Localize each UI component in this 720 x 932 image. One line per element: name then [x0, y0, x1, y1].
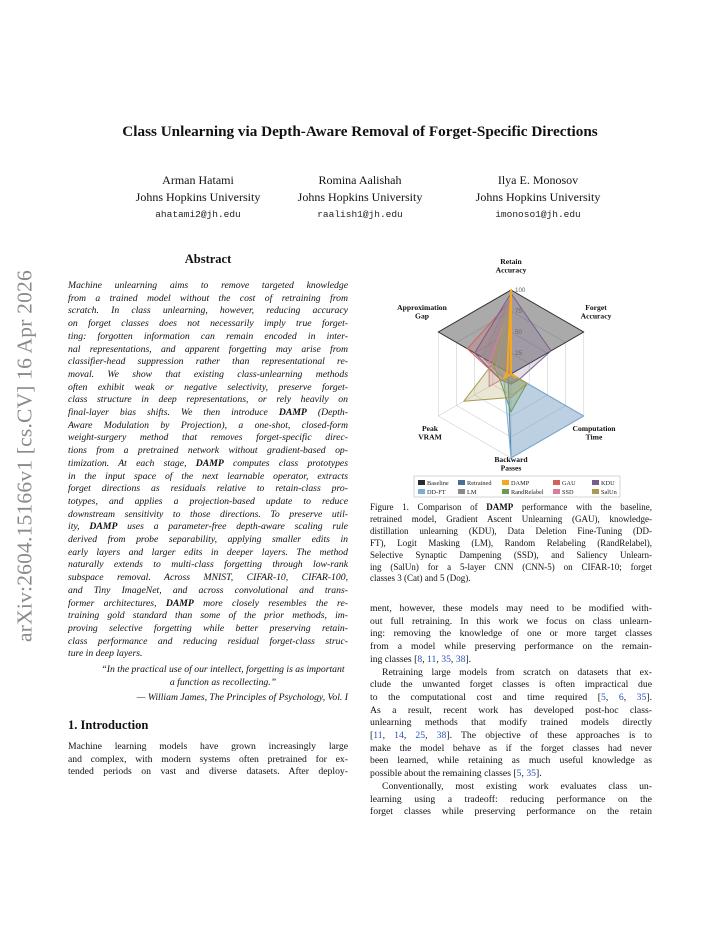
legend-swatch: [592, 480, 599, 485]
radar-axis-label: Forget: [585, 303, 607, 312]
author-3: [438, 172, 638, 223]
text-line: class performance and reducing residual forget-class struc-: [68, 635, 348, 647]
text-line: weight-surgery method that removes forget-specific direc-: [68, 432, 348, 444]
text-line: early layers and larger edits in deeper layers. The method: [68, 546, 348, 558]
legend-label: Retrained: [467, 480, 492, 487]
text-line: naturally extends to multi-class forgetting through low-rank: [68, 559, 348, 571]
author-affiliation: Johns Hopkins University: [475, 190, 601, 204]
radar-chart-svg: [370, 256, 652, 500]
radar-axis-label: Accuracy: [580, 311, 612, 321]
text-line: out full retraining. In this work we focus on class unlearn-: [370, 615, 652, 627]
legend-swatch: [502, 489, 509, 494]
text-line: learning using a tradeoff: reducing performance on the: [370, 793, 652, 805]
radar-chart: [370, 256, 652, 500]
text-line: tions from a pretrained network without gradient-based op-: [68, 445, 348, 457]
author-name: Arman Hatami: [162, 173, 234, 187]
text-line: clude the unwanted forget classes is often impractical due: [370, 679, 652, 691]
text-line: often exhibit weak or negative selectivity, preserve forget-: [68, 381, 348, 393]
legend-label: SalUn: [601, 489, 617, 496]
author-affiliation: Johns Hopkins University: [135, 190, 261, 204]
text-line: timization. At each stage, DAMP computes class prototypes: [68, 457, 348, 469]
legend-label: DD-FT: [427, 489, 446, 496]
text-line: Figure 1. Comparison of DAMP performance with the baseline,: [370, 502, 653, 512]
text-line: [11, 14, 25, 38]. The objective of these approaches is to: [370, 730, 653, 742]
legend-swatch: [553, 480, 560, 485]
radar-axis-label: Gap: [415, 311, 429, 321]
text-line: ment, however, these models may need to be modified with-: [370, 603, 652, 614]
text-line: unlearning methods that modify trained models directly: [370, 717, 652, 729]
text-line: scratch. In class unlearning, however, reducing accuracy: [68, 305, 348, 317]
radar-axis-label: Approximation: [397, 303, 447, 312]
radar-axis-label: Accuracy: [495, 265, 527, 275]
text-line: classifier-head suppression rather than representational re-: [68, 356, 348, 368]
radar-axis-label: Peak: [421, 424, 439, 433]
author-name: Romina Aalishah: [318, 173, 402, 187]
legend-swatch: [592, 489, 599, 494]
text-line: derived from probe separability, applying smaller edits in: [68, 534, 348, 546]
text-line: on forget classes does not necessarily imply true forget-: [68, 318, 348, 330]
text-line: final-layer bias shifts. We then introduce DAMP (Depth-: [68, 407, 348, 419]
text-line: totypes, and applies a projection-based update to reduce: [68, 495, 348, 507]
arxiv-stamp-text: arXiv:2604.15166v1 [cs.CV] 16 Apr 2026: [12, 270, 37, 642]
text-line: from a trained model without the cost of retraining from: [68, 292, 348, 304]
radar-tick-label: 25: [515, 350, 522, 357]
text-line: subspace removal. Across MNIST, CIFAR-10, CIFAR-100,: [68, 572, 348, 584]
legend-label: KDU: [601, 480, 615, 487]
text-line: Retraining large models from scratch on datasets that ex-: [382, 666, 652, 678]
author-2: [260, 172, 460, 223]
legend-swatch: [458, 480, 465, 485]
legend-swatch: [458, 489, 465, 494]
author-name: Ilya E. Monosov: [497, 173, 579, 187]
text-line: from a model while preserving performance on the remain-: [370, 641, 652, 653]
radar-axis-label: Time: [585, 432, 603, 442]
radar-axis-label: Passes: [500, 463, 522, 473]
radar-tick-label: 50: [515, 329, 522, 336]
text-line: Machine learning models have grown increasingly large: [68, 741, 348, 752]
text-line: moval. We show that existing class-unlearning methods: [68, 368, 348, 380]
legend-swatch: [553, 489, 560, 494]
text-line: proving selective forgetting while better preserving retain-: [68, 622, 348, 634]
radar-tick-label: 100: [515, 287, 526, 294]
text-line: ing (SalUn) for a 5-layer CNN (CNN-5) on CIFAR-10; forget: [370, 561, 652, 572]
legend-label: RandRelabel: [511, 489, 544, 496]
text-line: Machine unlearning aims to remove targeted knowledge: [68, 280, 348, 291]
abstract-heading: Abstract: [184, 252, 232, 266]
text-line: to the computational cost and time required [5, 6, 35].: [370, 691, 653, 703]
legend-label: Baseline: [427, 480, 449, 487]
author-email: ahatami2@jh.edu: [155, 209, 241, 220]
text-line: class structure in deep representations, or rely heavily on: [68, 394, 348, 406]
author-email: imonoso1@jh.edu: [495, 209, 581, 220]
text-line: downstream sensitivity to those directions. To preserve util-: [68, 508, 348, 520]
radar-tick-label: 75: [515, 308, 522, 315]
text-line: forget directions as residuals relative to retain-class pro-: [68, 483, 348, 495]
introduction-body: [68, 741, 348, 779]
text-line: forget classes while preserving performance on the retain: [370, 806, 652, 818]
text-line: tended periods on vast and diverse datasets. After deploy-: [68, 766, 348, 778]
arxiv-stamp: [8, 256, 42, 656]
text-line: ture in deep layers.: [68, 648, 143, 660]
text-line: in the input space of the next learnable operator, extracts: [68, 470, 348, 482]
text-line: FT), Logit Masking (LM), Random Relabeling (RandRelabel),: [370, 537, 652, 548]
figure-caption: [370, 502, 652, 585]
epigraph-quote: “In the practical use of our intellect, forgetting is as important a function as recollecting.”: [101, 664, 345, 688]
text-line: ity, DAMP uses a parameter-free depth-aware scaling rule: [68, 521, 348, 533]
section-heading-introduction: 1. Introduction: [68, 718, 149, 732]
text-line: Conventionally, most existing work evaluates class un-: [382, 780, 652, 792]
abstract-body: [68, 280, 348, 661]
legend-label: SSD: [562, 489, 574, 496]
paper-title: Class Unlearning via Depth-Aware Removal of Forget-Specific Directions: [122, 123, 598, 140]
text-line: ting: forgotten information can remain encoded in inter-: [68, 330, 348, 342]
text-line: classes 3 (Cat) and 5 (Dog).: [370, 573, 471, 584]
text-line: and complex, with modern systems often pretrained for ex-: [68, 753, 348, 765]
legend-swatch: [418, 489, 425, 494]
radar-axis-label: VRAM: [418, 432, 442, 442]
introduction-body-continued: [370, 603, 652, 819]
epigraph-attribution: — William James, The Principles of Psychology, Vol. I: [136, 692, 348, 703]
text-line: and Tiny ImageNet, and across convolutional and trans-: [68, 584, 348, 596]
legend-label: GAU: [562, 480, 576, 487]
author-affiliation: Johns Hopkins University: [297, 190, 423, 204]
radar-axis-label: Retain: [500, 257, 522, 266]
text-line: ing classes [8, 11, 35, 38].: [370, 653, 472, 665]
text-line: training gold standard than some of the prior methods, im-: [68, 610, 348, 622]
text-line: Selective Synaptic Dampening (SSD), and Saliency Unlearn-: [370, 549, 652, 560]
radar-axis-label: Backward: [494, 455, 528, 464]
legend-swatch: [502, 480, 509, 485]
text-line: As a result, recent work has developed post-hoc class-: [370, 704, 652, 716]
text-line: distillation unlearning (KDU), Data Deletion Fine-Tuning (DD-: [370, 525, 652, 536]
text-line: been learned, while retaining as much useful knowledge as: [370, 755, 652, 767]
radar-axis-label: Computation: [572, 424, 616, 433]
text-line: possible about the remaining classes [5, 35].: [370, 768, 542, 780]
legend-label: DAMP: [511, 480, 530, 487]
legend-swatch: [418, 480, 425, 485]
text-line: retrained model, Gradient Ascent Unlearning (GAU), knowledge-: [370, 513, 652, 524]
legend-label: LM: [467, 489, 477, 496]
text-line: ing: removing the knowledge of one or more target classes: [370, 628, 652, 640]
text-line: former architectures, DAMP more closely resembles the re-: [68, 597, 348, 609]
text-line: Aware Modulation by Projection), a one-shot, closed-form: [68, 419, 348, 431]
text-line: nal representations, and apparent forgetting may arise from: [68, 343, 348, 355]
text-line: make the model behave as if the forget classes had never: [370, 742, 652, 754]
author-email: raalish1@jh.edu: [317, 209, 403, 220]
